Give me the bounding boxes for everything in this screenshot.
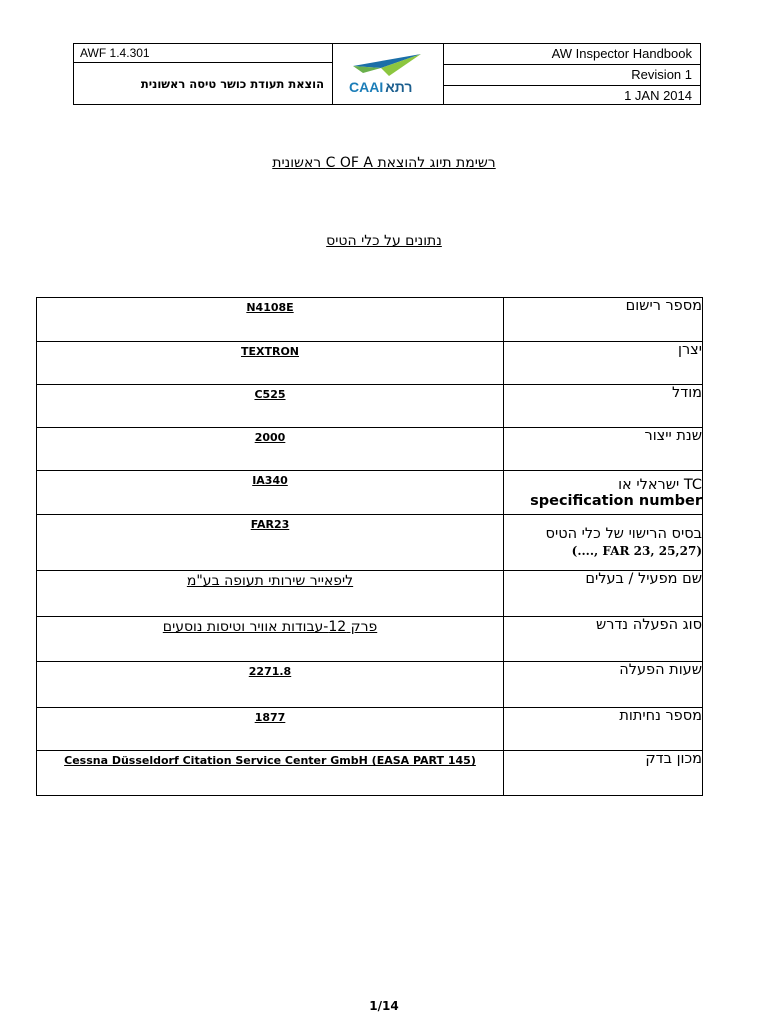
value-cell [37,751,504,796]
model-label: מודל [672,385,702,401]
doc-code: AWF 1.4.301 [74,44,332,63]
year-value: 2000 [254,431,286,444]
hours-value: 2271.8 [248,665,292,678]
operation-type-label: סוג הפעלה נדרש [595,617,702,633]
registration-label: מספר רישום [625,298,702,314]
label-cell [504,515,703,571]
value-cell [37,662,504,708]
doc-title: הוצאת תעודת כושר טיסה ראשונית [140,76,324,91]
cert-basis-label: בסיס הרישוי של כלי הטיס [545,525,702,542]
table-row [37,751,703,796]
operator-value: ליפאייר שירותי תעופה בע"מ [186,573,354,589]
label-cell [504,751,703,796]
value-cell [37,617,504,662]
label-cell [504,617,703,662]
operation-type-value: פרק 12-עבודות אוויר וטיסות נוסעים [162,619,378,635]
logo-text [349,79,412,95]
label-cell [504,342,703,385]
logo-hebrew: רתא [385,79,413,95]
header-left-cell [74,44,333,104]
table-row [37,428,703,471]
landings-label: מספר נחיתות [619,708,702,724]
value-cell [37,298,504,342]
registration-value: N4108E [246,301,294,314]
table-row [37,515,703,571]
header-right-cell [444,44,700,104]
value-cell [37,708,504,751]
table-row [37,342,703,385]
page-title: רשימת תיוג להוצאת C OF A ראשונית [272,155,496,171]
hours-label: שעות הפעלה [619,662,702,678]
tc-value: IA340 [252,474,288,487]
year-label: שנת ייצור [644,428,702,444]
value-cell [37,428,504,471]
label-cell [504,385,703,428]
value-cell [37,342,504,385]
table-row [37,708,703,751]
table-row [37,298,703,342]
section-title: נתונים על כלי הטיס [326,233,442,249]
landings-value: 1877 [254,711,286,724]
manufacturer-value: TEXTRON [240,345,300,358]
table-row [37,385,703,428]
page-number: 1/14 [369,999,399,1013]
value-cell [37,571,504,617]
table-row [37,471,703,515]
logo [333,44,444,104]
operator-label: שם מפעיל / בעלים [585,571,702,587]
label-cell [504,298,703,342]
table-row [37,617,703,662]
table-row [37,571,703,617]
value-cell [37,471,504,515]
repair-station-label: מכון בדק [645,751,702,767]
cert-basis-label-2: (FAR 23, 25,27 ,....) [571,543,702,558]
repair-station-value: Cessna Düsseldorf Citation Service Center GmbH (EASA PART 145) [64,754,476,767]
label-cell [504,708,703,751]
handbook-name: AW Inspector Handbook [444,44,700,65]
aircraft-data-table [36,297,703,796]
label-cell [504,428,703,471]
manufacturer-label: יצרן [678,342,702,358]
revision-date: 1 JAN 2014 [624,88,692,103]
tc-label: TC ישראלי או [618,476,702,493]
value-cell [37,385,504,428]
table-row [37,662,703,708]
label-cell [504,662,703,708]
label-cell [504,571,703,617]
label-cell [504,471,703,515]
revision: Revision 1 [444,65,700,86]
logo-caai: CAAI [349,79,384,95]
cert-basis-value: FAR23 [250,518,290,531]
tc-label-2: specification number [530,492,702,509]
document-header [73,43,701,105]
value-cell [37,515,504,571]
model-value: C525 [254,388,286,401]
